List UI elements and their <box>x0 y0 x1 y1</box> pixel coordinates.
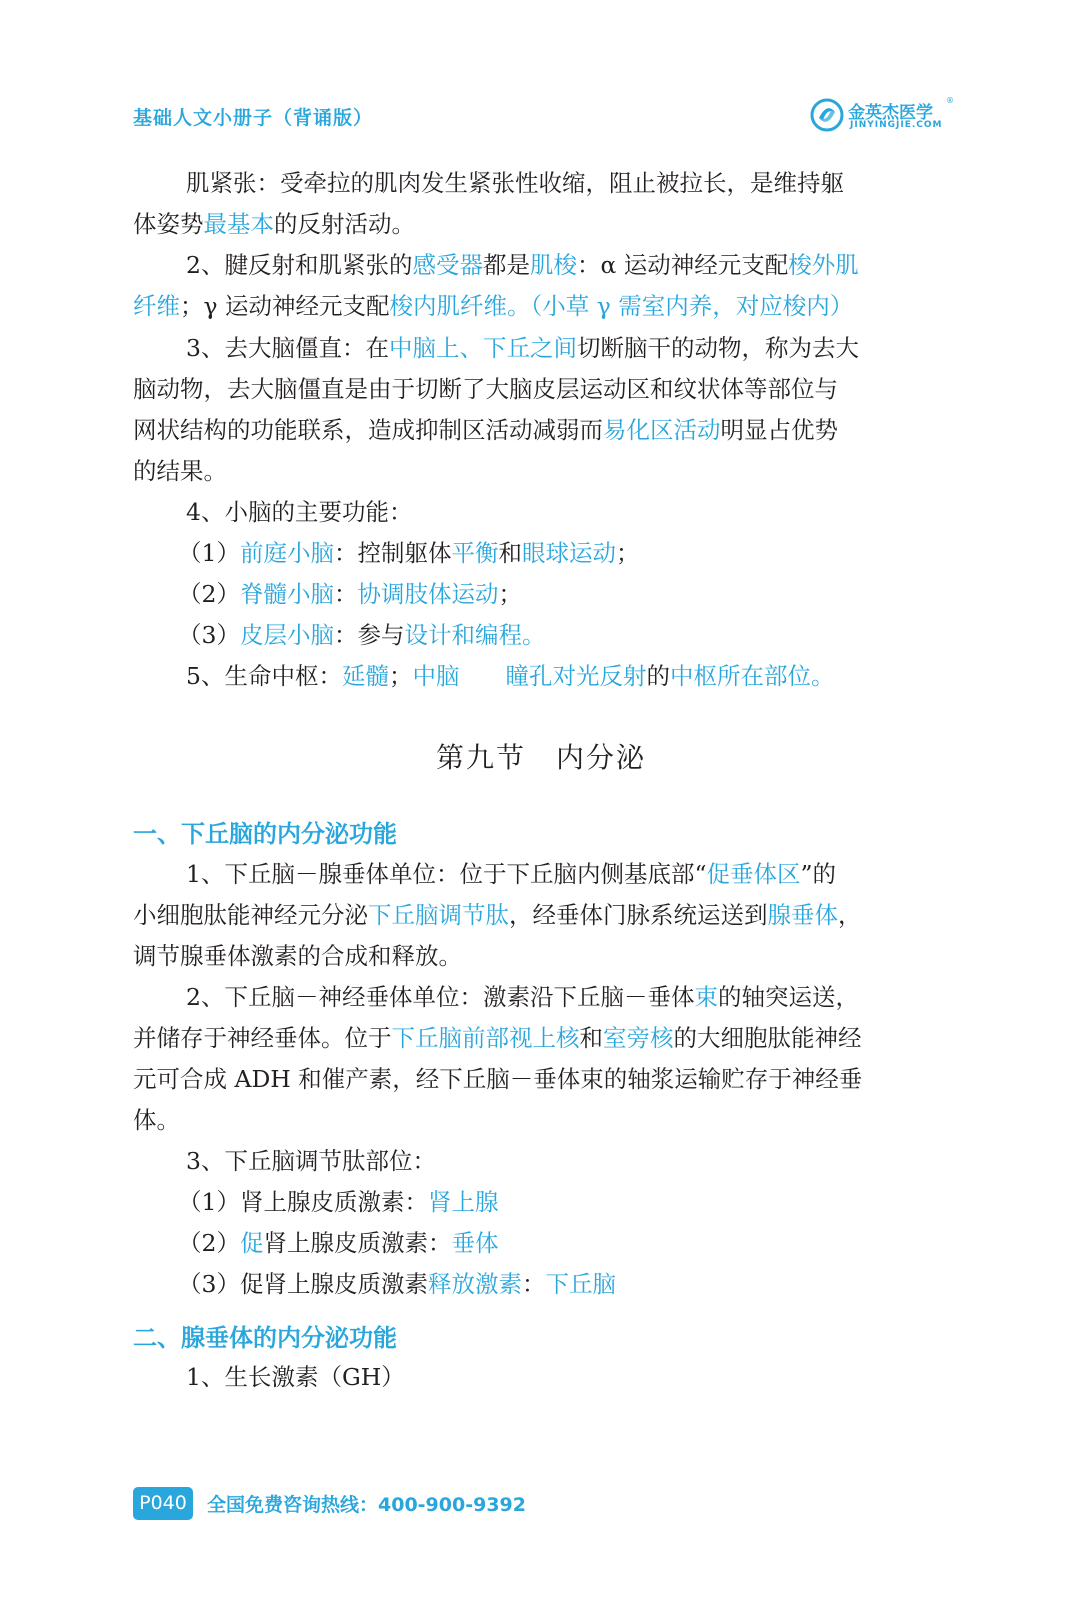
list-item: （1）肾上腺皮质激素：肾上腺 <box>178 1188 499 1216</box>
text-line: 5、生命中枢：延髓；中脑 瞳孔对光反射的中枢所在部位。 <box>186 662 835 690</box>
logo-text-en: JINYINGJIE.COM <box>850 120 943 130</box>
list-item: （3）促肾上腺皮质激素释放激素：下丘脑 <box>178 1270 616 1298</box>
page-number-badge: P040 <box>133 1487 193 1520</box>
text-line: 网状结构的功能联系，造成抑制区活动减弱而易化区活动明显占优势 <box>133 416 838 444</box>
text-line: 1、生长激素（GH） <box>186 1363 405 1391</box>
text-line: 体。 <box>133 1106 180 1134</box>
text-line: 肌紧张：受牵拉的肌肉发生紧张性收缩，阻止被拉长，是维持躯 <box>186 169 844 197</box>
brand-logo <box>810 96 960 136</box>
text-line: 3、下丘脑调节肽部位： <box>186 1147 436 1175</box>
text-line: 调节腺垂体激素的合成和释放。 <box>133 942 462 970</box>
logo-mark-icon <box>810 98 844 132</box>
logo-registered-mark: ® <box>946 96 954 105</box>
logo-text-cn: 金英杰医学 <box>848 103 933 123</box>
list-item: （3）皮层小脑：参与设计和编程。 <box>178 621 546 649</box>
text-line: 并储存于神经垂体。位于下丘脑前部视上核和室旁核的大细胞肽能神经 <box>133 1024 862 1052</box>
list-item: （1）前庭小脑：控制躯体平衡和眼球运动； <box>178 539 640 567</box>
text-line: 1、下丘脑－腺垂体单位：位于下丘脑内侧基底部“促垂体区”的 <box>186 860 836 888</box>
hotline-text: 全国免费咨询热线：400-900-9392 <box>207 1494 526 1516</box>
text-line: 纤维；γ 运动神经元支配梭内肌纤维。（小草 γ 需室内养，对应梭内） <box>133 292 854 320</box>
text-line: 2、下丘脑－神经垂体单位：激素沿下丘脑－垂体束的轴突运送， <box>186 983 859 1011</box>
text-line: 的结果。 <box>133 457 227 485</box>
text-line: 体姿势最基本的反射活动。 <box>133 210 415 238</box>
text-line: 元可合成 ADH 和催产素，经下丘脑－垂体束的轴浆运输贮存于神经垂 <box>133 1065 863 1093</box>
text-line: 2、腱反射和肌紧张的感受器都是肌梭：α 运动神经元支配梭外肌 <box>186 251 859 279</box>
list-item: （2）脊髓小脑：协调肢体运动； <box>178 580 522 608</box>
text-line: 小细胞肽能神经元分泌下丘脑调节肽，经垂体门脉系统运送到腺垂体， <box>133 901 862 929</box>
heading-adenohypophysis: 二、腺垂体的内分泌功能 <box>133 1324 397 1352</box>
section-title: 第九节 内分泌 <box>435 741 646 774</box>
heading-hypothalamus: 一、下丘脑的内分泌功能 <box>133 820 397 848</box>
text-line: 脑动物，去大脑僵直是由于切断了大脑皮层运动区和纹状体等部位与 <box>133 375 838 403</box>
text-line: 4、小脑的主要功能： <box>186 498 413 526</box>
list-item: （2）促肾上腺皮质激素：垂体 <box>178 1229 499 1257</box>
text-line: 3、去大脑僵直：在中脑上、下丘之间切断脑干的动物，称为去大 <box>186 334 859 362</box>
header-title: 基础人文小册子（背诵版） <box>133 107 374 129</box>
